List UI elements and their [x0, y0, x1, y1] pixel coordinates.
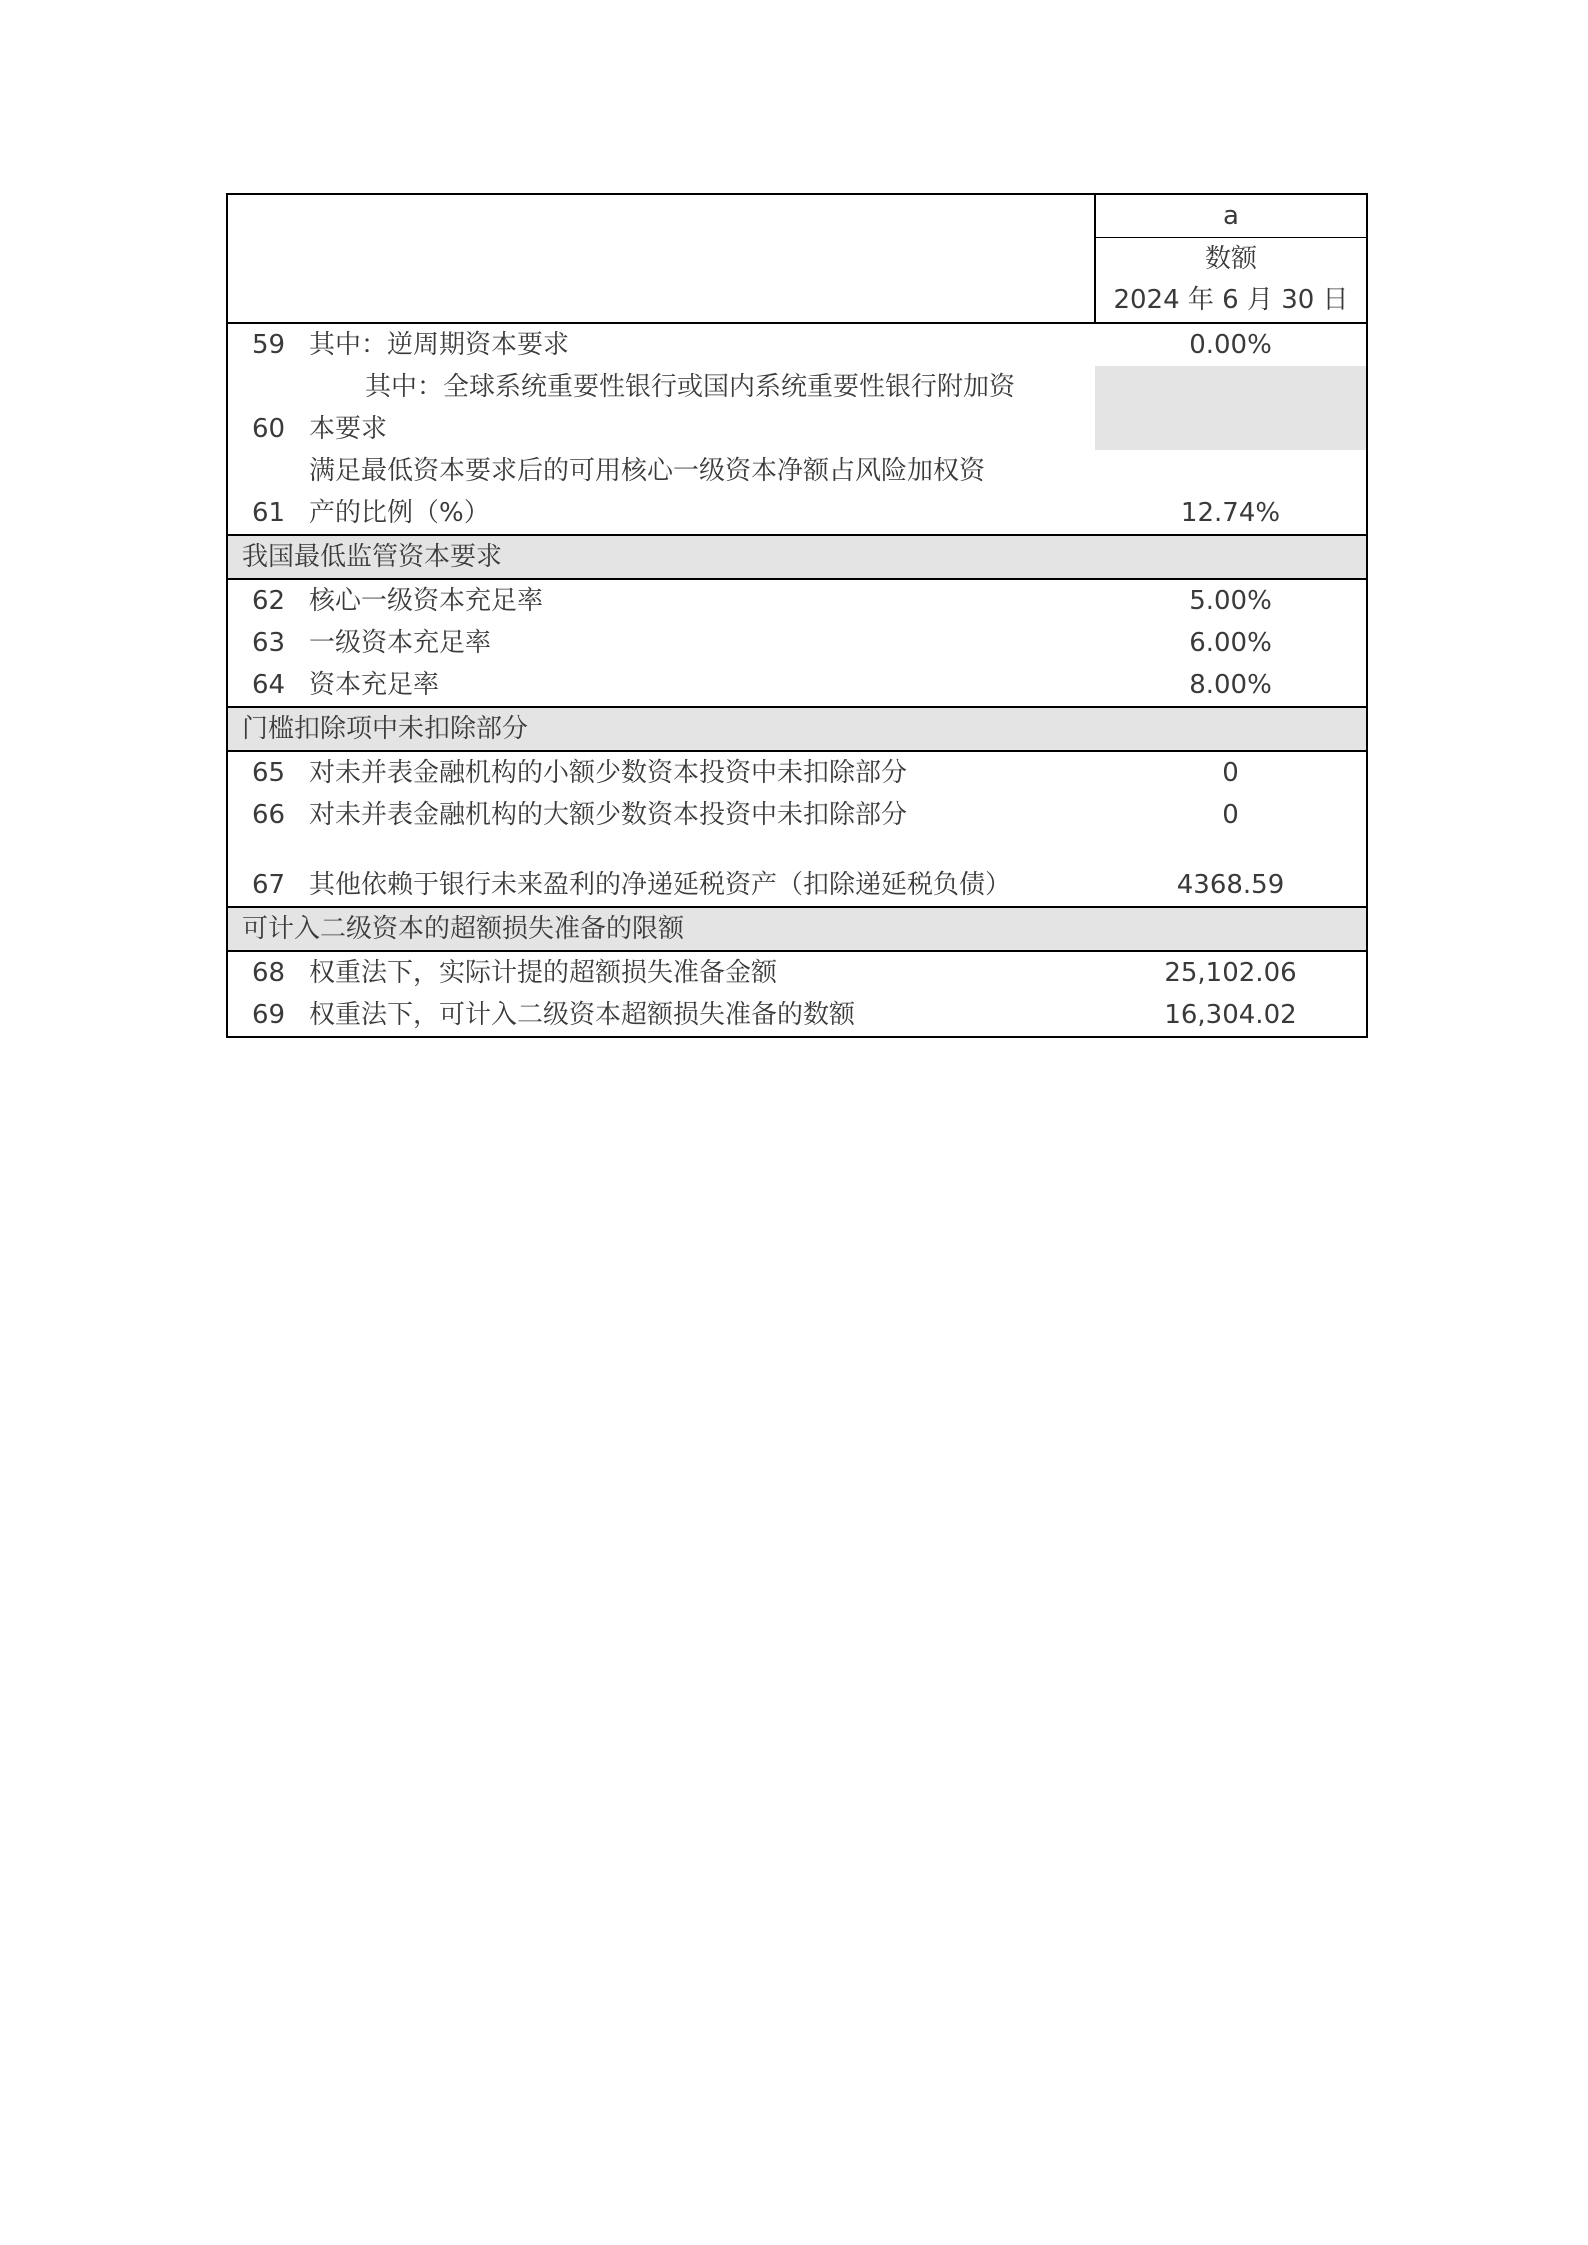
section-title: 可计入二级资本的超额损失准备的限额: [227, 907, 1367, 951]
table-row: [227, 622, 1367, 664]
row-value: 0: [1095, 794, 1367, 836]
section-title: 门槛扣除项中未扣除部分: [227, 707, 1367, 751]
section-header-row: [227, 907, 1367, 951]
column-letter: a: [1095, 194, 1367, 238]
row-number: 60: [227, 366, 309, 450]
row-label-line1: 其中：全球系统重要性银行或国内系统重要性银行附加资: [365, 372, 1016, 402]
row-number: 65: [227, 751, 309, 794]
table-row: [227, 366, 1367, 450]
row-value: 6.00%: [1095, 622, 1367, 664]
row-label: 对未并表金融机构的小额少数资本投资中未扣除部分: [309, 758, 908, 788]
row-value: 4368.59: [1095, 864, 1367, 907]
row-value: 0: [1095, 751, 1367, 794]
row-number: 69: [227, 994, 309, 1037]
row-number: 67: [227, 864, 309, 907]
row-label-line1: 满足最低资本要求后的可用核心一级资本净额占风险加权资: [309, 456, 986, 486]
capital-adequacy-table: [226, 193, 1368, 1038]
table-row: [227, 994, 1367, 1037]
section-header-row: [227, 535, 1367, 579]
table-row: [227, 579, 1367, 622]
row-number: 62: [227, 579, 309, 622]
row-label: 一级资本充足率: [309, 628, 492, 658]
row-label: [309, 450, 1095, 535]
table-row: [227, 794, 1367, 836]
row-label: 核心一级资本充足率: [309, 586, 544, 616]
row-label-line2: 产的比例（%）: [309, 498, 490, 528]
row-label: 其他依赖于银行未来盈利的净递延税资产（扣除递延税负债）: [309, 870, 1012, 900]
row-value: 0.00%: [1095, 323, 1367, 366]
row-label: 权重法下，实际计提的超额损失准备金额: [309, 958, 778, 988]
row-value: 25,102.06: [1095, 951, 1367, 994]
row-number: 59: [227, 323, 309, 366]
column-title-cell: [1095, 238, 1367, 324]
row-value: 5.00%: [1095, 579, 1367, 622]
row-number: 61: [227, 450, 309, 535]
row-number: 68: [227, 951, 309, 994]
table-row: [227, 664, 1367, 707]
section-header-row: [227, 707, 1367, 751]
row-label: 其中：逆周期资本要求: [309, 330, 570, 360]
header-blank-cell: [227, 194, 1095, 323]
header-row: [227, 194, 1367, 238]
row-label: [309, 366, 1095, 450]
row-value: 12.74%: [1095, 450, 1367, 535]
row-number: 66: [227, 794, 309, 836]
spacer-row: [227, 836, 1367, 864]
row-value: 16,304.02: [1095, 994, 1367, 1037]
row-number: 64: [227, 664, 309, 707]
column-title: 数额: [1204, 244, 1257, 274]
row-label-line2: 本要求: [309, 414, 388, 444]
row-label: 权重法下，可计入二级资本超额损失准备的数额: [309, 994, 1095, 1037]
column-date: 2024 年 6 月 30 日: [1113, 285, 1349, 315]
row-label: 资本充足率: [309, 670, 440, 700]
row-number: 63: [227, 622, 309, 664]
table-row: [227, 323, 1367, 366]
table-row: [227, 751, 1367, 794]
row-value-shaded: [1095, 366, 1367, 450]
row-value: 8.00%: [1095, 664, 1367, 707]
table-row: [227, 864, 1367, 907]
table-row: [227, 951, 1367, 994]
row-label: 对未并表金融机构的大额少数资本投资中未扣除部分: [309, 800, 908, 830]
section-title: 我国最低监管资本要求: [227, 535, 1367, 579]
table-row: [227, 450, 1367, 535]
